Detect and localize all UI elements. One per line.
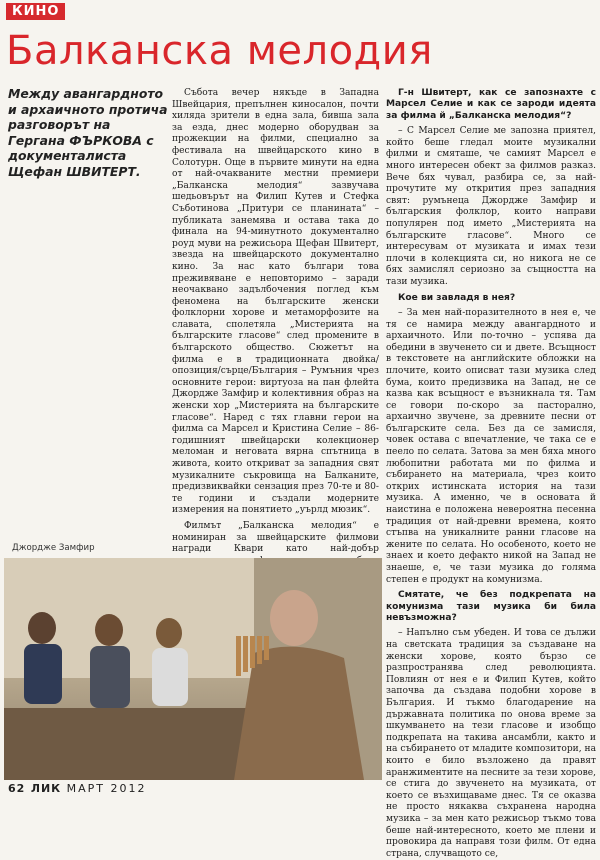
magazine-name: ЛИК <box>30 782 62 795</box>
section-label: КИНО <box>6 3 65 20</box>
body-paragraph: Филмът „Балканска мелодия“ е номиниран за швейцарските филмови награди Квари като най-добър <box>172 520 379 555</box>
body-paragraph: Събота вечер някъде в Западна Швейцария, препълнен киносалон, почти хиляда зрители в една зала, бивша зала за езда, днес модерно оборудван за прожекции на филми, специално за фестивала на швейцарското кино в Солотурн. Още в първите минути на една от най-очакваните местни премиери „Балканска мелодия“ зазвучава шедьовърът на Филип Кутев и Стефка Съботинова „Притури се планината“ – публиката занемява и остава така до финала на 94-минутното документално роуд муви на режисьора Щефан Швитерт, звезда на швейцарското документално кино. За нас като българи това преживяване е неповторимо – заради неочаквано задълбочения поглед към феномена на българските женски фолклорни хорове и метаморфозите на славата, сполетяла „Мистерията на българските гласове“ след промените в българското общество. Сюжетът на филма е в традиционната двойка/опозиция/сърце/България – Румъния чрез основните герои: виртуоза на пан флейта Джордже Замфир и колективния образ на женски хор „Мистерията на българските гласове“. Наред с тях главни герои на филма са Марсел и Кристина Селие – 86-годишният швейцарски колекционер меломан и неговата вярна спътница в живота, които откриват за западния свят музикалните съкровища на Балканите, предизвиквайки сензация през 70-те и 80-те години и създали модерните измерения на понятието „уърлд мюзик“. <box>172 88 379 516</box>
interview-question: Смятате, че без подкрепата на комунизма тази музика би била невъзможна? <box>386 590 596 623</box>
interview-answer: – Напълно съм убеден. И това се дължи на светската традиция за създаване на женски хорове, която бързо се разпространява след революцията. Повлиян от нея е и Филип Кутев, който започва да създава подобни хорове в България. И тъкмо благодарение на държавната политика по онова време за шкумването на тези гласове и изобщо подкрепата на такива ансамбли, както и на събирането от младите композитори, на които е било възложено да правят аранжиментите на песните за тези хорове, се стига до звученето на музиката, от което се възхищаваме днес. Тя се оказва не просто някаква съхранена народна музика – за мен като режисьор тъкмо това беше най-интересното, което ме плени и провокира да направя този филм. От една страна, случващото се, <box>386 628 596 859</box>
body-column-right <box>386 88 596 859</box>
interview-answer: – С Марсел Селие ме запозна приятел, който беше гледал моите музикални филми и смяташе, че самият Марсел е много интересен обект за филмов разказ. Вече бях чувал, разбира се, за най-прочутите му открития през западния свят: румънеца Джордже Замфир и българския фолклор, които направи популярен под името „Мистерията на българските гласове“. Много се интересувам от музиката и имах тези плочи в колекцията си, но никога не се бях замислял сериозно за същността на тази музика. <box>386 126 596 287</box>
body-column-middle <box>172 88 379 554</box>
article-title: Балканска мелодия <box>6 28 433 74</box>
photo-caption: Джордже Замфир <box>12 543 95 553</box>
interview-question: Г-н Швитерт, как се запознахте с Марсел Селие и как се зароди идеята за филма й „Балканска мелодия“? <box>386 88 596 121</box>
issue-date: МАРТ 2012 <box>66 782 147 795</box>
article-photo <box>4 558 382 780</box>
article-lead: Между авангардното и архаичното протича разговорът на Гергана ФЪРКОВА с документалиста Щефан ШВИТЕРТ. <box>8 86 168 179</box>
photo-illustration <box>4 558 382 780</box>
page-footer <box>8 782 147 795</box>
interview-question: Кое ви завладя в нея? <box>398 292 516 303</box>
interview-answer: – За мен най-поразителното в нея е, че тя се намира между авангардното и архаичното. Или по-точно – успява да обедини в звученето си и двете. Всъщност в текстовете на английските обложки на плочите, които описват тази музика след бума, които предизвика на Запад, не се казва как всъщност е възникнала тя. Там се говори по-скоро за пасторално, архаично звучене, за древните песни от българските села. Без да се замисля, човек остава с впечатление, че така се е пеело по селата. Затова за мен бяха много любопитни работата ми по филма и събирането на материала, чрез които открих истинската история на тази музика. А именно, че в основата й наистина е положена невероятна песенна традиция от най-древни времена, която стъпва на уникалните ранни гласове на жените по селата. Но особеното, което не знаех и което дефакто никой на Запад не знаеше, е, че тази музика до голяма степен е продукт на комунизма. <box>386 307 596 585</box>
page-number: 62 <box>8 782 26 795</box>
